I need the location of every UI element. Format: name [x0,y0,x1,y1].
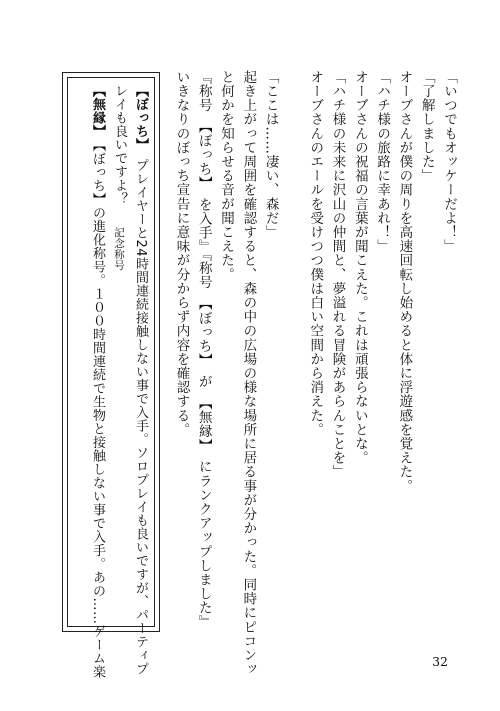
title-entry-muen [87,84,108,679]
narration-line: と何かを知らせる音が聞こえた。 [218,70,235,282]
paragraph-gap [282,70,304,630]
narration-line: オーブさんのエールを受けつつ僕は白い空間から消えた。 [307,70,324,437]
page-number: 32 [432,654,448,669]
narration-line: オーブさんが僕の周りを高速回転し始めると体に浮遊感を覚えた。 [396,70,413,493]
narration-line: いきなりのぼっち宣告に意味が分からず内容を確認する。 [173,70,190,437]
system-message-line: 『称号 【ぼっち】 を入手』『称号 【ぼっち】 が 【無縁】 にランクアップしました』 [195,70,212,630]
dialogue-line: 「ハチ様の旅路に幸あれ！」 [374,70,391,254]
title-note-commemorative: 記念称号 [113,227,125,271]
title-entry-bocchi [130,84,151,676]
narration-line: 起き上がって周囲を確認すると、森の中の広場の様な場所に居る事が分かった。同時にピコンッ [240,70,257,677]
title-desc-muen: 【ぼっち】の進化称号。１００時間連続で生物と接触しない事で入手。あの……ゲーム楽 [90,145,105,679]
title-info-box [62,72,160,679]
title-desc-bocchi: プレイヤーと24時間連続接触しない事で入手。ソロプレイも良いですが、パーティプ [133,158,148,676]
title-tag-bocchi: 【ぼっち】 [133,84,148,145]
dialogue-line: 「ハチ様の未来に沢山の仲間と、夢溢れる冒険があらんことを」 [329,70,346,479]
dialogue-line: 「いつでもオッケーだよ！」 [441,70,457,254]
title-entry-bocchi-cont [108,84,130,624]
title-desc-bocchi-cont: レイも良いですよ？ [112,84,127,206]
narration-line: オーブさんの祝福の言葉が聞こえた。これは頑張らないとな。 [351,70,368,465]
title-tag-muen: 【無縁】 [90,84,105,132]
dialogue-line: 「了解しました」 [418,70,435,183]
dialogue-line: 「ここは……凄い、森だ」 [262,70,279,240]
title-info-text [87,84,151,679]
